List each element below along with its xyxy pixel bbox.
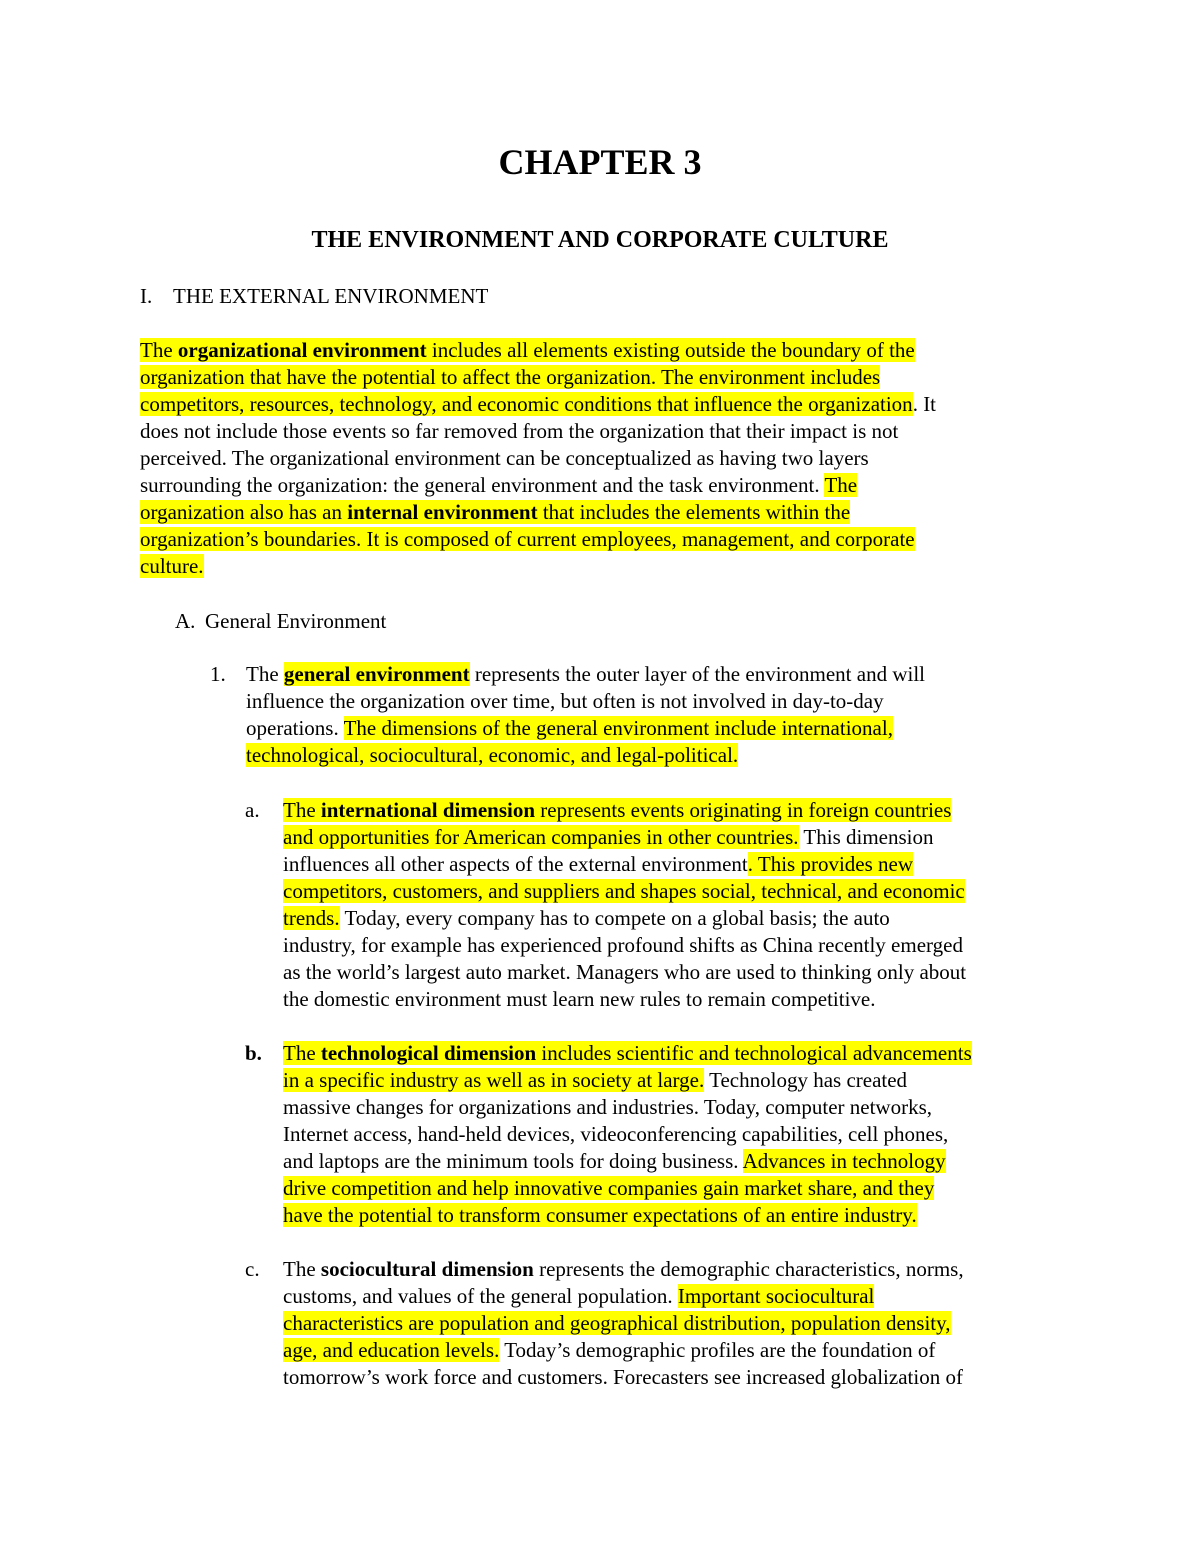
text-run: customs, and values of the general population.	[283, 1284, 678, 1308]
text-run: perceived. The organizational environment can be conceptualized as having two layers	[140, 446, 869, 470]
text-run: competitors, resources, technology, and economic conditions that influence the organization	[140, 392, 913, 416]
text-run: organization’s boundaries. It is composed of current employees, management, and corporate	[140, 527, 915, 551]
list-marker: b.	[245, 1041, 262, 1065]
text-run: drive competition and help innovative companies gain market share, and they	[283, 1176, 935, 1200]
text-run: The	[824, 473, 858, 497]
text-run: . This provides new	[747, 852, 914, 876]
section-heading-external-environment	[140, 283, 488, 309]
term-general-environment: general environment	[283, 662, 470, 686]
text-run: organization also has an	[140, 500, 348, 524]
text-run: and laptops are the minimum tools for doing business.	[283, 1149, 743, 1173]
term-technological-dimension: technological dimension	[320, 1041, 537, 1065]
text-run: The	[283, 1041, 321, 1065]
text-run: trends.	[283, 906, 340, 930]
text-run: industry, for example has experienced profound shifts as China recently emerged	[283, 933, 963, 957]
text-run: operations.	[246, 716, 344, 740]
text-run: influence the organization over time, but often is not involved in day-to-day	[246, 689, 884, 713]
text-run: culture.	[140, 554, 204, 578]
text-run: surrounding the organization: the general environment and the task environment.	[140, 473, 825, 497]
list-marker: 1.	[210, 662, 226, 686]
text-run: Technology has created	[704, 1068, 908, 1092]
list-item-general-environment	[210, 661, 1000, 769]
text-run: Today’s demographic profiles are the foundation of	[499, 1338, 936, 1362]
text-run: as the world’s largest auto market. Managers who are used to thinking only about	[283, 960, 967, 984]
list-item-sociocultural-dimension	[245, 1256, 1075, 1391]
text-run: The	[140, 338, 178, 362]
text-run: tomorrow’s work force and customers. Forecasters see increased globalization of	[283, 1365, 963, 1389]
text-run: influences all other aspects of the external environment	[283, 852, 748, 876]
subsection-label: General Environment	[205, 609, 387, 633]
term-organizational-environment: organizational environment	[177, 338, 427, 362]
list-marker: a.	[245, 798, 260, 822]
text-run: The	[246, 662, 284, 686]
text-run: in a specific industry as well as in society at large.	[283, 1068, 705, 1092]
list-item-international-dimension	[245, 797, 1075, 1013]
list-marker: c.	[245, 1257, 260, 1281]
text-run: technological, sociocultural, economic, and legal-political.	[246, 743, 739, 767]
text-run: The	[283, 798, 321, 822]
text-run: does not include those events so far removed from the organization that their impact is not	[140, 419, 899, 443]
document-title: THE ENVIRONMENT AND CORPORATE CULTURE	[311, 227, 889, 253]
text-run: Today, every company has to compete on a global basis; the auto	[339, 906, 890, 930]
text-run: represents events originating in foreign countries	[535, 798, 952, 822]
text-run: represents the outer layer of the environment and will	[469, 662, 926, 686]
section-number: I.	[140, 284, 153, 308]
intro-paragraph	[140, 337, 1070, 580]
term-internal-environment: internal environment	[347, 500, 538, 524]
text-run: and opportunities for American companies in other countries.	[283, 825, 799, 849]
term-international-dimension: international dimension	[320, 798, 536, 822]
term-sociocultural-dimension: sociocultural dimension	[320, 1257, 534, 1281]
text-run: Internet access, hand-held devices, videoconferencing capabilities, cell phones,	[283, 1122, 949, 1146]
text-run: The dimensions of the general environment include international,	[343, 716, 893, 740]
subsection-heading-general-environment	[175, 608, 386, 634]
text-run: competitors, customers, and suppliers and shapes social, technical, and economic	[283, 879, 965, 903]
section-label: THE EXTERNAL ENVIRONMENT	[173, 284, 489, 308]
text-run: represents the demographic characteristics, norms,	[533, 1257, 964, 1281]
text-run: organization that have the potential to affect the organization. The environment includes	[140, 365, 881, 389]
text-run: age, and education levels.	[283, 1338, 500, 1362]
subsection-number: A.	[175, 609, 196, 633]
text-run: massive changes for organizations and industries. Today, computer networks,	[283, 1095, 932, 1119]
text-run: This dimension	[798, 825, 934, 849]
text-run: includes scientific and technological advancements	[536, 1041, 972, 1065]
text-run: Advances in technology	[742, 1149, 946, 1173]
text-run: Important sociocultural	[677, 1284, 875, 1308]
text-run: The	[283, 1257, 321, 1281]
text-run: that includes the elements within the	[537, 500, 851, 524]
list-item-technological-dimension	[245, 1040, 1075, 1229]
text-run: characteristics are population and geographical distribution, population density,	[283, 1311, 951, 1335]
text-run: includes all elements existing outside the boundary of the	[426, 338, 915, 362]
text-run: . It	[912, 392, 937, 416]
text-run: the domestic environment must learn new rules to remain competitive.	[283, 987, 876, 1011]
chapter-title: CHAPTER 3	[498, 142, 702, 182]
text-run: have the potential to transform consumer expectations of an entire industry.	[283, 1203, 917, 1227]
